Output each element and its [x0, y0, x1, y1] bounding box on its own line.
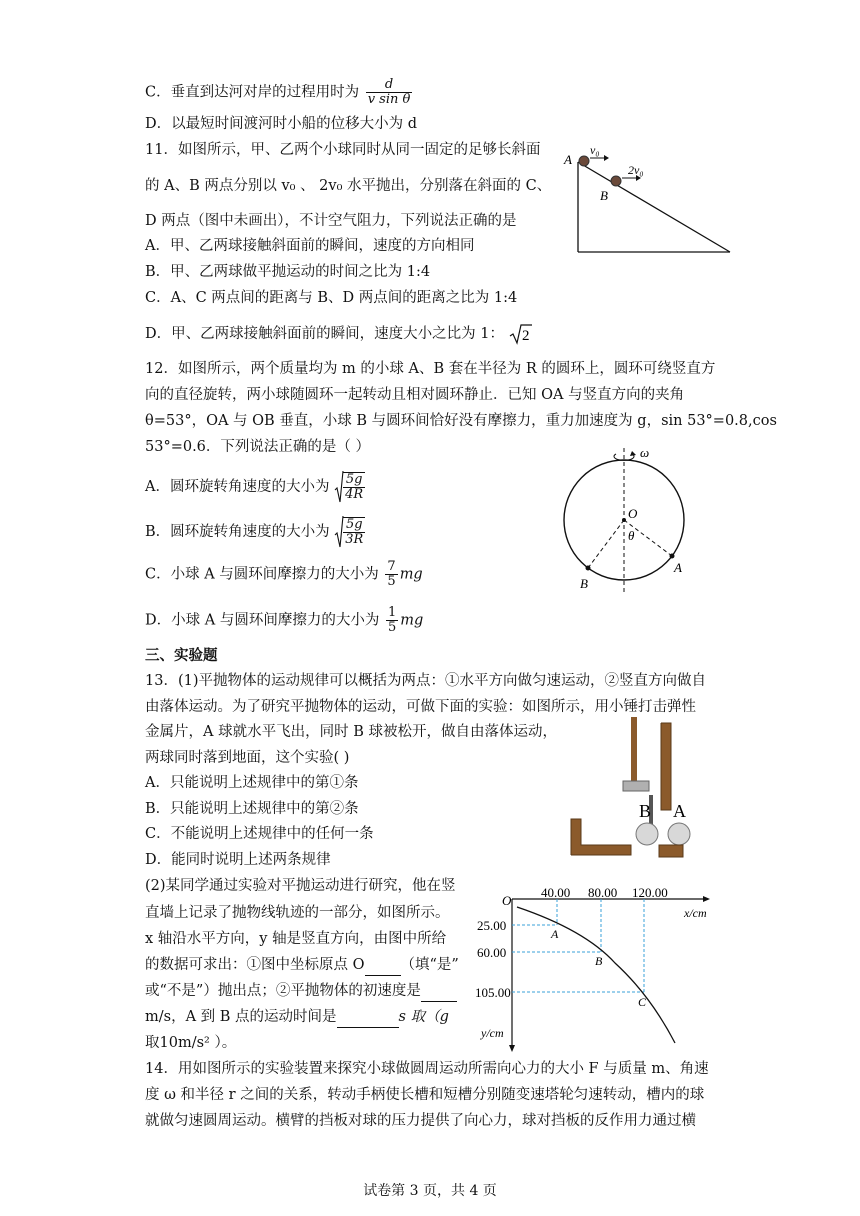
- ball-a: [668, 823, 690, 845]
- incline-slope: [578, 162, 730, 252]
- q13-option-b: B．只能说明上述规律中的第②条: [145, 801, 359, 817]
- q13-part2-line-4-text: 的数据可求出：①图中坐标原点 O: [145, 957, 365, 973]
- q12-option-a-text: A．圆环旋转角速度的大小为: [145, 479, 330, 495]
- origin-label: O: [502, 893, 512, 908]
- q12-stem-line-4: 53°=0.6．下列说法正确的是（ ）: [145, 439, 371, 455]
- q13-part2-line-4-suffix: （填“是”: [400, 957, 459, 973]
- fraction-numerator: 5g: [343, 518, 365, 533]
- label-b: B: [639, 801, 652, 821]
- q12-stem-line-1: 12．如图所示，两个质量均为 m 的小球 A、B 套在半径为 R 的圆环上，圆环可绕竖直方: [145, 361, 716, 377]
- q12-option-c-text: C．小球 A 与圆环间摩擦力的大小为: [145, 566, 379, 583]
- ball-a: [670, 554, 675, 559]
- y-unit-label: y/cm: [481, 1026, 504, 1040]
- base-left: [571, 819, 631, 855]
- q13-part2-line-6: [145, 1007, 449, 1028]
- q11-stem-line-3: D 两点（图中未画出），不计空气阻力，下列说法正确的是: [145, 213, 517, 229]
- q12-option-d: [145, 606, 423, 635]
- x-tick-40: 40.00: [541, 885, 571, 900]
- y-axis-arrowhead: [509, 1045, 515, 1052]
- q13-part2-line-7: 取10m/s² ）。: [145, 1035, 237, 1051]
- q13-part2-line-5: [145, 981, 457, 1002]
- q13-stem-line-2: 由落体运动。为了研究平抛物体的运动，可做下面的实验：如图所示，用小锤打击弹性: [145, 699, 696, 715]
- sqrt-symbol: [509, 323, 533, 345]
- q12-option-b-radical: [334, 515, 367, 549]
- q13-option-d: D．能同时说明上述两条规律: [145, 852, 331, 868]
- ball-b: [636, 823, 658, 845]
- fraction-denominator: 3R: [345, 532, 364, 547]
- hammer-handle: [631, 717, 637, 787]
- answer-blank-origin[interactable]: [365, 955, 401, 976]
- point-c-label: C: [638, 995, 647, 1009]
- label-omega: ω: [640, 445, 650, 460]
- label-theta: θ: [628, 528, 635, 543]
- q13-option-a: A．只能说明上述规律中的第①条: [145, 775, 359, 791]
- q12-option-a: [145, 470, 367, 504]
- fraction-denominator: 4R: [345, 487, 364, 502]
- fraction-numerator: d: [366, 78, 413, 93]
- x-tick-120: 120.00: [632, 885, 668, 900]
- q13-part2-line-3: x 轴沿水平方向，y 轴是竖直方向，由图中所给: [145, 931, 447, 947]
- section-heading: 三、实验题: [145, 648, 218, 664]
- fraction-denominator: v sin θ: [367, 92, 411, 107]
- label-a: A: [673, 801, 686, 821]
- q13-part2-line-6-text: m/s，A 到 B 点的运动时间是: [145, 1009, 337, 1025]
- stand-post: [661, 723, 671, 810]
- q10-option-d: D．以最短时间渡河时小船的位移大小为 d: [145, 116, 418, 132]
- q12-option-c-fraction: [385, 560, 397, 589]
- q11-option-d: [145, 323, 533, 345]
- q14-stem-line-2: 度 ω 和半径 r 之间的关系，转动手柄使长槽和短槽分别随变速塔轮匀速转动，槽内的球: [145, 1087, 705, 1103]
- q13-part2-line-5-text: 或“不是”）抛出点；②平抛物体的初速度是: [145, 983, 421, 999]
- base-right: [659, 845, 683, 857]
- q14-stem-line-1: 14．用如图所示的实验装置来探究小球做圆周运动所需向心力的大小 F 与质量 m、角速: [145, 1061, 709, 1077]
- q10-option-c: [145, 78, 414, 107]
- sqrt-radicand: 2: [521, 328, 530, 344]
- q14-stem-line-3: 就做匀速圆周运动。横臂的挡板对球的压力提供了向心力，球对挡板的反作用力通过横: [145, 1113, 696, 1129]
- x-unit-label: x/cm: [684, 906, 707, 920]
- ball-b: [611, 176, 621, 186]
- answer-blank-time[interactable]: [337, 1007, 399, 1028]
- q12-option-b: [145, 515, 367, 549]
- x-tick-80: 80.00: [588, 885, 618, 900]
- q13-option-c: C．不能说明上述规律中的任何一条: [145, 826, 374, 842]
- q11-option-d-text: D．甲、乙两球接触斜面前的瞬间，速度大小之比为 1：: [145, 326, 504, 342]
- point-b-label: B: [595, 954, 603, 968]
- label-b: B: [580, 576, 588, 591]
- velocity-arrowhead-a: [604, 155, 609, 161]
- hammer-head: [623, 781, 649, 791]
- q13-stem-line-4: 两球同时落到地面，这个实验( ): [145, 750, 350, 766]
- q10-option-c-text: C．垂直到达河对岸的过程用时为: [145, 84, 360, 101]
- q12-option-d-unit: mg: [400, 612, 424, 629]
- q13-part2-line-6-suffix: s 取（g: [398, 1009, 449, 1025]
- rotation-arrowhead: [630, 451, 636, 456]
- q13-trajectory-figure: [475, 885, 715, 1055]
- q12-option-c-unit: mg: [399, 566, 423, 583]
- q12-option-d-fraction: [386, 606, 398, 635]
- q11-stem-line-1: 11．如图所示，甲、乙两个小球同时从同一固定的足够长斜面: [145, 142, 541, 158]
- q12-ring-figure: [558, 440, 698, 600]
- q13-stem-line-1: 13．(1)平抛物体的运动规律可以概括为两点：①水平方向做匀速运动，②竖直方向做自: [145, 673, 706, 689]
- label-a: A: [564, 152, 572, 167]
- q11-stem-line-2: 的 A、B 两点分别以 v₀ 、 2v₀ 水平抛出，分别落在斜面的 C、: [145, 178, 552, 194]
- radius-ob: [588, 520, 624, 568]
- fraction-denominator: 5: [387, 620, 397, 635]
- ball-a: [579, 156, 589, 166]
- point-a-label: A: [551, 927, 559, 941]
- y-tick-105: 105.00: [475, 985, 511, 1000]
- fraction-numerator: 1: [387, 605, 397, 620]
- ball-b: [586, 566, 591, 571]
- fraction-numerator: 5g: [343, 473, 365, 488]
- label-o: O: [628, 506, 638, 521]
- q12-option-c: [145, 560, 423, 589]
- q11-incline-figure: [560, 140, 740, 258]
- q11-option-c: C．A、C 两点间的距离与 B、D 两点间的距离之比为 1:4: [145, 290, 518, 306]
- label-v0: v₀: [590, 143, 600, 157]
- q13-apparatus-figure: [565, 715, 695, 860]
- fraction-denominator: 5: [387, 574, 396, 589]
- q12-stem-line-3: θ=53°，OA 与 OB 垂直，小球 B 与圆环间恰好没有摩擦力，重力加速度为 g，sin 53°=0.8,cos: [145, 413, 777, 429]
- x-axis-arrowhead: [703, 896, 710, 902]
- q12-stem-line-2: 向的直径旋转，两小球随圆环一起转动且相对圆环静止．已知 OA 与竖直方向的夹角: [145, 387, 685, 403]
- answer-blank-velocity[interactable]: [421, 981, 457, 1002]
- q12-option-d-text: D．小球 A 与圆环间摩擦力的大小为: [145, 612, 380, 629]
- q11-option-a: A．甲、乙两球接触斜面前的瞬间，速度的方向相同: [145, 238, 475, 254]
- q12-option-a-radical: [334, 470, 367, 504]
- q13-part2-line-1: (2)某同学通过实验对平抛运动进行研究，他在竖: [145, 878, 456, 894]
- y-tick-25: 25.00: [477, 918, 507, 933]
- q13-part2-line-2: 直墙上记录了抛物线轨迹的一部分，如图所示。: [145, 905, 450, 921]
- label-b: B: [600, 188, 608, 203]
- y-tick-60: 60.00: [477, 945, 507, 960]
- q10-option-c-fraction: [366, 78, 413, 107]
- page-footer: 试卷第 3 页，共 4 页: [363, 1183, 497, 1199]
- q13-part2-line-4: [145, 955, 459, 976]
- q11-option-b: B．甲、乙两球做平抛运动的时间之比为 1:4: [145, 264, 431, 280]
- q13-stem-line-3: 金属片，A 球就水平飞出，同时 B 球被松开，做自由落体运动，: [145, 724, 557, 740]
- fraction-numerator: 7: [387, 559, 396, 574]
- label-2v0: 2v₀: [628, 163, 644, 177]
- trajectory-curve: [517, 907, 675, 1043]
- q12-option-b-text: B．圆环旋转角速度的大小为: [145, 524, 330, 540]
- label-a: A: [674, 560, 682, 575]
